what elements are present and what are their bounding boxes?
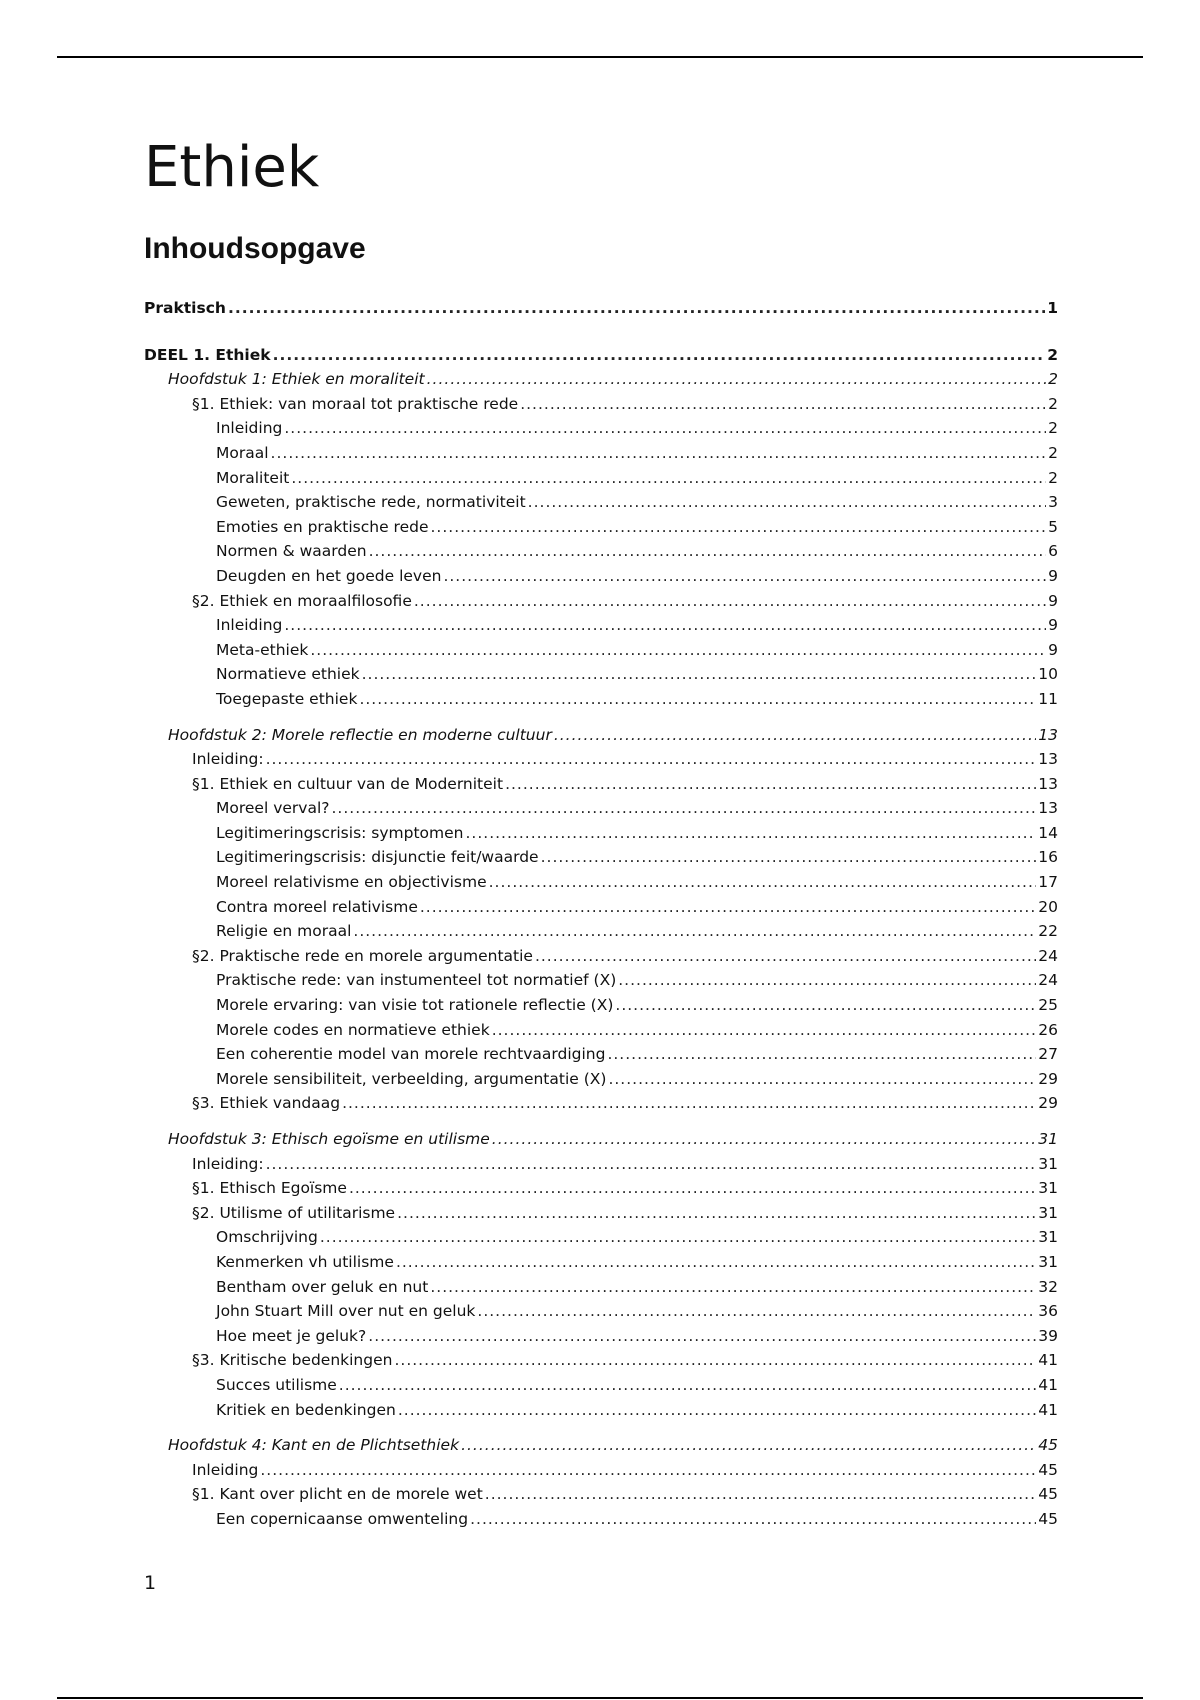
toc-entry[interactable] bbox=[144, 1398, 1058, 1423]
toc-entry-label: Contra moreel relativisme bbox=[216, 897, 418, 916]
toc-entry-page: 31 bbox=[1038, 1179, 1058, 1198]
toc-entry-page: 31 bbox=[1038, 1154, 1058, 1173]
toc-leader-dots bbox=[607, 1042, 1036, 1067]
toc-leader-dots bbox=[427, 367, 1047, 392]
toc-leader-dots bbox=[349, 1176, 1036, 1201]
toc-entry-label: Moreel verval? bbox=[216, 799, 330, 818]
toc-leader-dots bbox=[398, 1398, 1036, 1423]
toc-entry-page: 17 bbox=[1038, 873, 1058, 892]
toc-leader-dots bbox=[492, 1127, 1036, 1152]
toc-entry-label: Legitimeringscrisis: symptomen bbox=[216, 823, 464, 842]
toc-entry-label: Hoofdstuk 1: Ethiek en moraliteit bbox=[168, 370, 425, 389]
toc-entry-page: 25 bbox=[1038, 996, 1058, 1015]
toc-entry-page: 9 bbox=[1048, 616, 1058, 635]
toc-entry-page: 14 bbox=[1038, 823, 1058, 842]
toc-entry[interactable] bbox=[144, 1067, 1058, 1092]
toc-entry-page: 6 bbox=[1048, 542, 1058, 561]
toc-leader-dots bbox=[342, 1091, 1036, 1116]
toc-entry-page: 9 bbox=[1048, 640, 1058, 659]
toc-leader-dots bbox=[618, 968, 1036, 993]
toc-leader-dots bbox=[359, 687, 1036, 712]
toc-leader-dots bbox=[466, 821, 1037, 846]
toc-entry-label: Omschrijving bbox=[216, 1228, 318, 1247]
toc-entry-label: Inleiding bbox=[192, 1460, 259, 1479]
toc-entry[interactable] bbox=[144, 1299, 1058, 1324]
toc-entry[interactable] bbox=[144, 343, 1058, 368]
toc-leader-dots bbox=[528, 490, 1046, 515]
toc-entry-label: Praktisch bbox=[144, 299, 226, 317]
toc-entry[interactable] bbox=[144, 944, 1058, 969]
document-title: Ethiek bbox=[144, 135, 320, 200]
toc-entry[interactable] bbox=[144, 466, 1058, 491]
toc-leader-dots bbox=[541, 845, 1037, 870]
bottom-rule bbox=[57, 1697, 1143, 1699]
toc-entry[interactable] bbox=[144, 589, 1058, 614]
toc-entry[interactable] bbox=[144, 1507, 1058, 1532]
toc-entry-page: 31 bbox=[1038, 1252, 1058, 1271]
toc-entry-page: 41 bbox=[1038, 1351, 1058, 1370]
toc-entry-page: 13 bbox=[1038, 799, 1058, 818]
toc-entry-page: 2 bbox=[1047, 345, 1058, 364]
top-rule bbox=[57, 56, 1143, 58]
toc-entry-page: 31 bbox=[1038, 1203, 1058, 1222]
toc-leader-dots bbox=[615, 993, 1036, 1018]
toc-entry-page: 22 bbox=[1038, 922, 1058, 941]
toc-entry-label: §1. Ethiek: van moraal tot praktische rede bbox=[192, 394, 519, 413]
toc-entry[interactable] bbox=[144, 796, 1058, 821]
toc-entry-page: 2 bbox=[1048, 370, 1058, 389]
toc-entry-page: 1 bbox=[1047, 299, 1058, 317]
toc-entry-page: 5 bbox=[1048, 517, 1058, 536]
toc-entry-page: 13 bbox=[1038, 774, 1058, 793]
toc-leader-dots bbox=[397, 1201, 1036, 1226]
toc-entry[interactable] bbox=[144, 845, 1058, 870]
toc-entry-label: Hoofdstuk 3: Ethisch egoïsme en utilisme bbox=[168, 1130, 490, 1148]
toc-leader-dots bbox=[362, 662, 1037, 687]
toc-entry[interactable] bbox=[144, 1458, 1058, 1483]
toc-entry-page: 45 bbox=[1038, 1460, 1058, 1479]
toc-entry[interactable] bbox=[144, 968, 1058, 993]
toc-leader-dots bbox=[430, 1275, 1036, 1300]
toc-entry[interactable] bbox=[144, 1201, 1058, 1226]
toc-leader-dots bbox=[520, 392, 1046, 417]
toc-entry-label: Succes utilisme bbox=[216, 1375, 337, 1394]
page-number: 1 bbox=[144, 1572, 157, 1594]
toc-entry-label: Toegepaste ethiek bbox=[216, 689, 358, 708]
toc-entry[interactable] bbox=[144, 662, 1058, 687]
toc-entry-label: Moraliteit bbox=[216, 468, 290, 487]
toc-entry[interactable] bbox=[144, 1250, 1058, 1275]
toc-entry-label: Geweten, praktische rede, normativiteit bbox=[216, 493, 526, 512]
toc-entry-label: Meta-ethiek bbox=[216, 640, 309, 659]
toc-entry-page: 31 bbox=[1038, 1228, 1058, 1247]
toc-entry[interactable] bbox=[144, 1127, 1058, 1152]
toc-entry[interactable] bbox=[144, 1433, 1058, 1458]
toc-entry[interactable] bbox=[144, 870, 1058, 895]
toc-entry-label: Religie en moraal bbox=[216, 922, 352, 941]
toc-entry[interactable] bbox=[144, 1324, 1058, 1349]
toc-entry-page: 13 bbox=[1038, 725, 1058, 744]
toc-entry-label: DEEL 1. Ethiek bbox=[144, 345, 271, 364]
toc-leader-dots bbox=[369, 539, 1047, 564]
toc-entry-label: Legitimeringscrisis: disjunctie feit/waarde bbox=[216, 848, 539, 867]
toc-entry[interactable] bbox=[144, 367, 1058, 392]
toc-entry[interactable] bbox=[144, 392, 1058, 417]
toc-leader-dots bbox=[260, 1458, 1036, 1483]
toc-entry[interactable] bbox=[144, 1373, 1058, 1398]
toc-entry[interactable] bbox=[144, 515, 1058, 540]
toc-entry-label: Bentham over geluk en nut bbox=[216, 1277, 429, 1296]
toc-entry[interactable] bbox=[144, 441, 1058, 466]
toc-entry[interactable] bbox=[144, 1176, 1058, 1201]
toc-entry[interactable] bbox=[144, 638, 1058, 663]
toc-entry[interactable] bbox=[144, 1091, 1058, 1116]
toc-entry-label: Deugden en het goede leven bbox=[216, 566, 442, 585]
toc-entry-label: §3. Kritische bedenkingen bbox=[192, 1351, 393, 1370]
toc-entry[interactable] bbox=[144, 1152, 1058, 1177]
table-of-contents bbox=[144, 296, 1058, 1532]
toc-heading: Inhoudsopgave bbox=[144, 232, 366, 265]
toc-entry-label: Moreel relativisme en objectivisme bbox=[216, 873, 487, 892]
toc-entry[interactable] bbox=[144, 296, 1058, 321]
toc-entry-label: Hoofdstuk 4: Kant en de Plichtsethiek bbox=[168, 1436, 460, 1455]
toc-entry-page: 29 bbox=[1038, 1069, 1058, 1088]
toc-entry[interactable] bbox=[144, 895, 1058, 920]
toc-leader-dots bbox=[284, 613, 1046, 638]
toc-entry-page: 36 bbox=[1038, 1302, 1058, 1321]
toc-leader-dots bbox=[291, 466, 1046, 491]
toc-entry-page: 2 bbox=[1048, 394, 1058, 413]
toc-entry[interactable] bbox=[144, 747, 1058, 772]
toc-entry-label: §1. Ethiek en cultuur van de Moderniteit bbox=[192, 774, 504, 793]
toc-leader-dots bbox=[505, 772, 1036, 797]
toc-leader-dots bbox=[420, 895, 1036, 920]
toc-entry-label: §2. Utilisme of utilitarisme bbox=[192, 1203, 396, 1222]
toc-entry-page: 41 bbox=[1038, 1400, 1058, 1419]
toc-entry-page: 45 bbox=[1038, 1436, 1058, 1455]
toc-leader-dots bbox=[489, 870, 1037, 895]
toc-entry[interactable] bbox=[144, 1042, 1058, 1067]
toc-entry[interactable] bbox=[144, 993, 1058, 1018]
toc-entry-page: 20 bbox=[1038, 897, 1058, 916]
toc-entry-label: §3. Ethiek vandaag bbox=[192, 1094, 341, 1113]
toc-entry-label: §2. Ethiek en moraalfilosofie bbox=[192, 591, 412, 610]
toc-entry-label: Inleiding: bbox=[192, 1154, 264, 1173]
toc-entry-page: 10 bbox=[1038, 665, 1058, 684]
toc-leader-dots bbox=[492, 1018, 1037, 1043]
toc-entry-page: 2 bbox=[1048, 419, 1058, 438]
toc-leader-dots bbox=[266, 1152, 1037, 1177]
toc-entry[interactable] bbox=[144, 564, 1058, 589]
toc-entry-page: 26 bbox=[1038, 1020, 1058, 1039]
toc-entry-label: Morele ervaring: van visie tot rationele reflectie (X) bbox=[216, 996, 614, 1015]
toc-entry-page: 41 bbox=[1038, 1375, 1058, 1394]
toc-entry-page: 2 bbox=[1048, 443, 1058, 462]
toc-leader-dots bbox=[331, 796, 1036, 821]
toc-entry-page: 2 bbox=[1048, 468, 1058, 487]
toc-entry-label: Inleiding: bbox=[192, 750, 264, 769]
toc-leader-dots bbox=[353, 919, 1036, 944]
toc-entry-label: Morele sensibiliteit, verbeelding, argumentatie (X) bbox=[216, 1069, 607, 1088]
toc-leader-dots bbox=[430, 515, 1046, 540]
toc-entry-label: Moraal bbox=[216, 443, 269, 462]
toc-leader-dots bbox=[273, 343, 1046, 368]
toc-entry-label: Morele codes en normatieve ethiek bbox=[216, 1020, 490, 1039]
toc-leader-dots bbox=[266, 747, 1037, 772]
toc-entry-page: 13 bbox=[1038, 750, 1058, 769]
toc-entry-label: Emoties en praktische rede bbox=[216, 517, 429, 536]
toc-leader-dots bbox=[228, 296, 1045, 321]
toc-leader-dots bbox=[461, 1433, 1036, 1458]
toc-entry-page: 29 bbox=[1038, 1094, 1058, 1113]
toc-entry-page: 3 bbox=[1048, 493, 1058, 512]
toc-leader-dots bbox=[608, 1067, 1036, 1092]
toc-leader-dots bbox=[443, 564, 1046, 589]
toc-entry-page: 24 bbox=[1038, 946, 1058, 965]
toc-entry[interactable] bbox=[144, 1225, 1058, 1250]
toc-entry-page: 9 bbox=[1048, 591, 1058, 610]
toc-entry-label: Een coherentie model van morele rechtvaardiging bbox=[216, 1045, 606, 1064]
toc-entry-page: 31 bbox=[1038, 1130, 1058, 1148]
toc-leader-dots bbox=[284, 416, 1046, 441]
toc-entry[interactable] bbox=[144, 416, 1058, 441]
toc-entry-label: Kenmerken vh utilisme bbox=[216, 1252, 394, 1271]
toc-entry[interactable] bbox=[144, 613, 1058, 638]
toc-entry[interactable] bbox=[144, 1348, 1058, 1373]
toc-entry-label: Kritiek en bedenkingen bbox=[216, 1400, 396, 1419]
toc-entry[interactable] bbox=[144, 539, 1058, 564]
toc-entry[interactable] bbox=[144, 723, 1058, 748]
toc-entry[interactable] bbox=[144, 1275, 1058, 1300]
toc-entry-label: John Stuart Mill over nut en geluk bbox=[216, 1302, 476, 1321]
toc-entry-label: Hoe meet je geluk? bbox=[216, 1326, 367, 1345]
toc-leader-dots bbox=[310, 638, 1046, 663]
toc-leader-dots bbox=[320, 1225, 1036, 1250]
toc-entry-label: Normatieve ethiek bbox=[216, 665, 360, 684]
toc-entry-label: Praktische rede: van instumenteel tot normatief (X) bbox=[216, 971, 617, 990]
toc-entry-page: 45 bbox=[1038, 1485, 1058, 1504]
toc-entry-label: Inleiding bbox=[216, 616, 283, 635]
toc-leader-dots bbox=[554, 723, 1036, 748]
toc-entry-label: Normen & waarden bbox=[216, 542, 367, 561]
toc-entry[interactable] bbox=[144, 1482, 1058, 1507]
toc-leader-dots bbox=[394, 1348, 1036, 1373]
toc-entry[interactable] bbox=[144, 490, 1058, 515]
toc-entry-page: 9 bbox=[1048, 566, 1058, 585]
toc-entry-page: 16 bbox=[1038, 848, 1058, 867]
toc-leader-dots bbox=[396, 1250, 1036, 1275]
toc-entry-page: 32 bbox=[1038, 1277, 1058, 1296]
toc-leader-dots bbox=[414, 589, 1046, 614]
toc-entry[interactable] bbox=[144, 772, 1058, 797]
toc-entry-label: Inleiding bbox=[216, 419, 283, 438]
toc-entry-page: 24 bbox=[1038, 971, 1058, 990]
toc-leader-dots bbox=[535, 944, 1036, 969]
toc-leader-dots bbox=[485, 1482, 1036, 1507]
toc-entry[interactable] bbox=[144, 821, 1058, 846]
toc-leader-dots bbox=[470, 1507, 1036, 1532]
toc-entry[interactable] bbox=[144, 687, 1058, 712]
toc-leader-dots bbox=[368, 1324, 1036, 1349]
toc-entry-label: §1. Ethisch Egoïsme bbox=[192, 1179, 347, 1198]
toc-entry-page: 45 bbox=[1038, 1509, 1058, 1528]
toc-entry-page: 39 bbox=[1038, 1326, 1058, 1345]
toc-entry[interactable] bbox=[144, 919, 1058, 944]
toc-leader-dots bbox=[339, 1373, 1036, 1398]
toc-entry[interactable] bbox=[144, 1018, 1058, 1043]
toc-entry-page: 11 bbox=[1038, 689, 1058, 708]
toc-entry-page: 27 bbox=[1038, 1045, 1058, 1064]
toc-entry-label: §1. Kant over plicht en de morele wet bbox=[192, 1485, 483, 1504]
toc-leader-dots bbox=[271, 441, 1047, 466]
toc-entry-label: Hoofdstuk 2: Morele reflectie en moderne cultuur bbox=[168, 725, 552, 744]
toc-entry-label: Een copernicaanse omwenteling bbox=[216, 1509, 469, 1528]
toc-entry-label: §2. Praktische rede en morele argumentatie bbox=[192, 946, 533, 965]
toc-leader-dots bbox=[477, 1299, 1036, 1324]
